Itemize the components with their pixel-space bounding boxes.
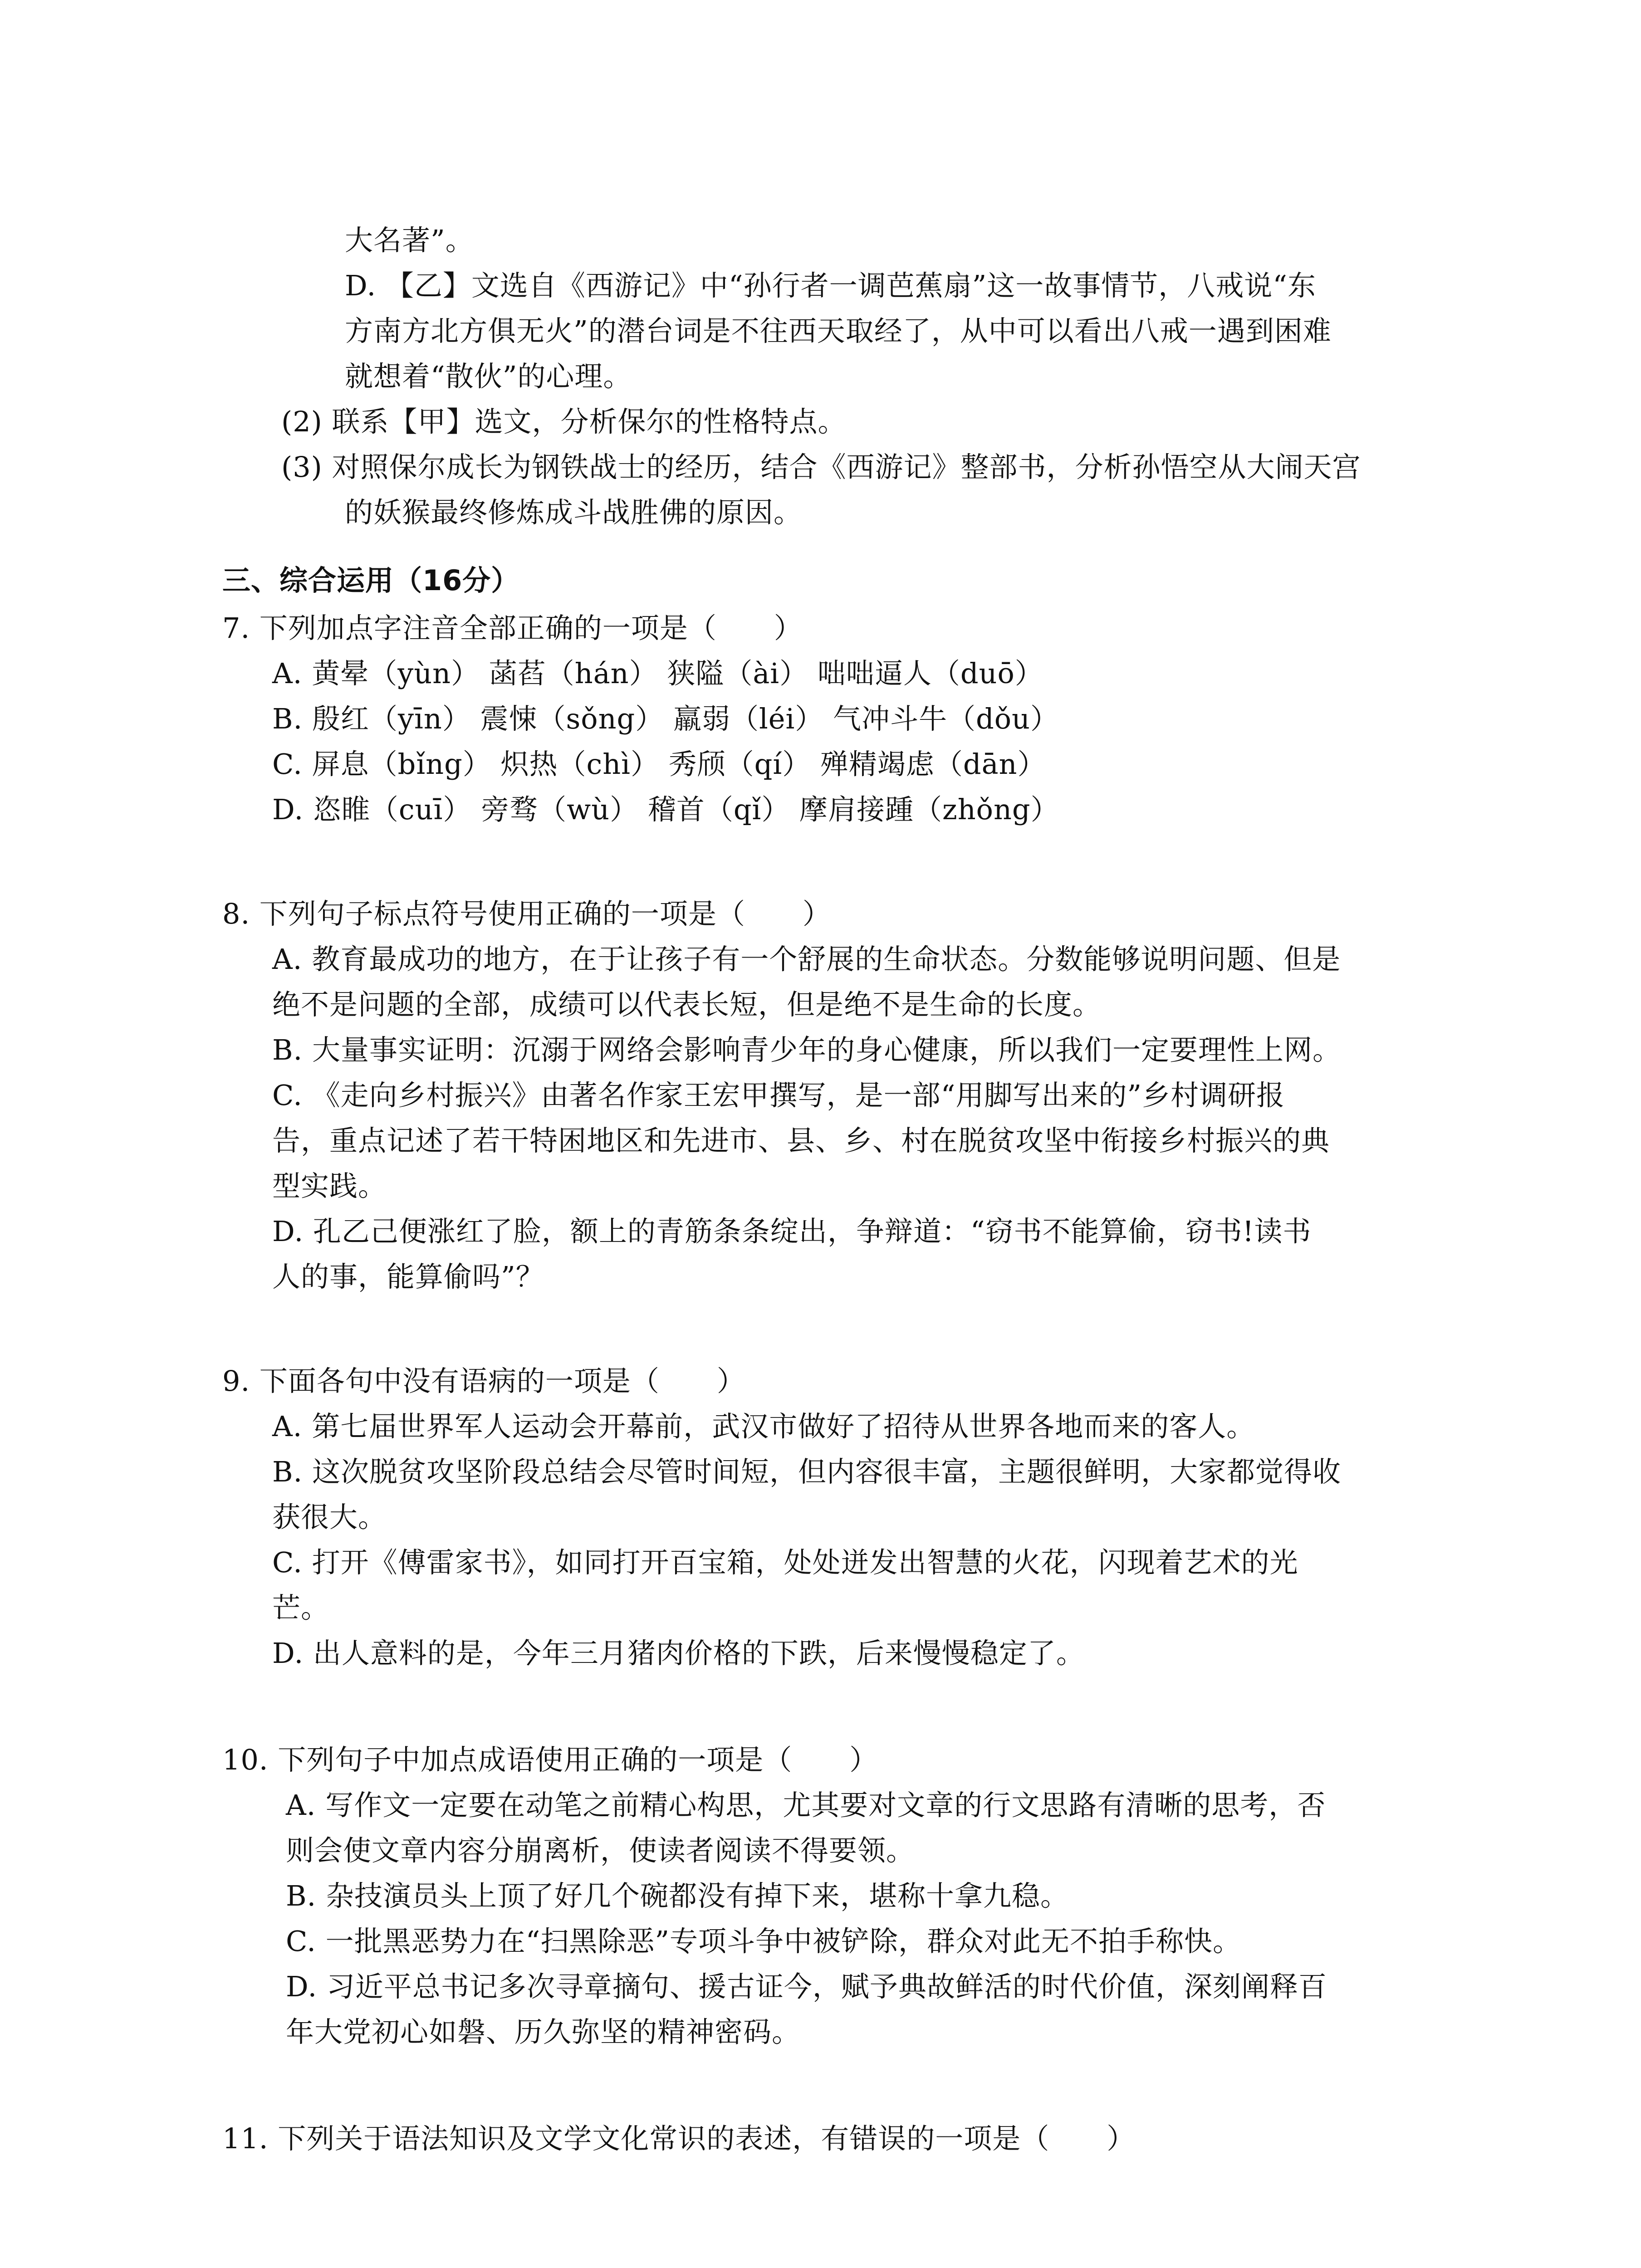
q6-option-d-line1: D. 【乙】文选自《西游记》中“孙行者一调芭蕉扇”这一故事情节，八戒说“东: [345, 269, 1317, 302]
q7-option-d: D. 恣睢（cuī） 旁骛（wù） 稽首（qǐ） 摩肩接踵（zhǒng）: [272, 793, 1059, 826]
q10-option-d-line1: D. 习近平总书记多次寻章摘句、援古证今，赋予典故鲜活的时代价值，深刻阐释百: [286, 1970, 1327, 2003]
section-heading: 三、综合运用（16分）: [222, 564, 520, 597]
q9-option-c-line1: C. 打开《傅雷家书》，如同打开百宝箱，处处迸发出智慧的火花，闪现着艺术的光: [272, 1546, 1298, 1579]
q10-option-a-line1: A. 写作文一定要在动笔之前精心构思，尤其要对文章的行文思路有清晰的思考，否: [286, 1789, 1326, 1822]
q7-option-c: C. 屏息（bǐng） 炽热（chì） 秀颀（qí） 殚精竭虑（dān）: [272, 748, 1046, 781]
q7-stem: 7. 下列加点字注音全部正确的一项是（ ）: [222, 611, 803, 645]
q9-option-b-line1: B. 这次脱贫攻坚阶段总结会尽管时间短，但内容很丰富，主题很鲜明，大家都觉得收: [272, 1455, 1341, 1488]
q6-subquestion-3-line1: (3) 对照保尔成长为钢铁战士的经历，结合《西游记》整部书，分析孙悟空从大闹天宫: [281, 450, 1361, 484]
q8-option-d-line1: D. 孔乙己便涨红了脸，额上的青筋条条绽出，争辩道：“窃书不能算偷，窃书!读书: [272, 1215, 1312, 1248]
q8-option-c-line1: C. 《走向乡村振兴》由著名作家王宏甲撰写，是一部“用脚写出来的”乡村调研报: [272, 1079, 1285, 1112]
q8-option-c-line3: 型实践。: [272, 1169, 387, 1202]
q6-subquestion-2: (2) 联系【甲】选文，分析保尔的性格特点。: [281, 405, 847, 438]
q8-option-a-line1: A. 教育最成功的地方，在于让孩子有一个舒展的生命状态。分数能够说明问题、但是: [272, 943, 1341, 976]
q9-option-a-line1: A. 第七届世界军人运动会开幕前，武汉市做好了招待从世界各地而来的客人。: [272, 1410, 1255, 1443]
q9-stem: 9. 下面各句中没有语病的一项是（ ）: [222, 1364, 745, 1398]
q9-option-d-line1: D. 出人意料的是，今年三月猪肉价格的下跌，后来慢慢稳定了。: [272, 1637, 1085, 1670]
q6-option-d-line3: 就想着“散伙”的心理。: [345, 360, 632, 393]
q8-option-d-line2: 人的事，能算偷吗”？: [272, 1260, 544, 1293]
q9-option-b-line2: 获很大。: [272, 1501, 387, 1534]
q6-option-d-line2: 方南方北方俱无火”的潜台词是不往西天取经了，从中可以看出八戒一遇到困难: [345, 314, 1332, 347]
q8-option-a-line2: 绝不是问题的全部，成绩可以代表长短，但是绝不是生命的长度。: [272, 988, 1102, 1021]
q9-option-c-line2: 芒。: [272, 1591, 330, 1624]
q8-stem: 8. 下列句子标点符号使用正确的一项是（ ）: [222, 897, 831, 930]
q10-option-a-line2: 则会使文章内容分崩离析，使读者阅读不得要领。: [286, 1834, 915, 1867]
q7-option-a: A. 黄晕（yùn） 菡萏（hán） 狭隘（ài） 咄咄逼人（duō）: [272, 657, 1043, 690]
q10-option-c-line1: C. 一批黑恶势力在“扫黑除恶”专项斗争中被铲除，群众对此无不拍手称快。: [286, 1925, 1242, 1958]
q10-option-b-line1: B. 杂技演员头上顶了好几个碗都没有掉下来，堪称十拿九稳。: [286, 1879, 1069, 1912]
q6-option-c-tail: 大名著”。: [345, 224, 474, 257]
q7-option-b: B. 殷红（yīn） 震悚（sǒng） 羸弱（léi） 气冲斗牛（dǒu）: [272, 702, 1059, 735]
q10-stem: 10. 下列句子中加点成语使用正确的一项是（ ）: [222, 1743, 878, 1776]
q10-option-d-line2: 年大党初心如磐、历久弥坚的精神密码。: [286, 2015, 801, 2048]
q8-option-b-line1: B. 大量事实证明：沉溺于网络会影响青少年的身心健康，所以我们一定要理性上网。: [272, 1033, 1341, 1066]
q8-option-c-line2: 告，重点记述了若干特困地区和先进市、县、乡、村在脱贫攻坚中衔接乡村振兴的典: [272, 1124, 1330, 1157]
q6-subquestion-3-line2: 的妖猴最终修炼成斗战胜佛的原因。: [345, 496, 803, 529]
q11-stem: 11. 下列关于语法知识及文学文化常识的表述，有错误的一项是（ ）: [222, 2122, 1136, 2155]
